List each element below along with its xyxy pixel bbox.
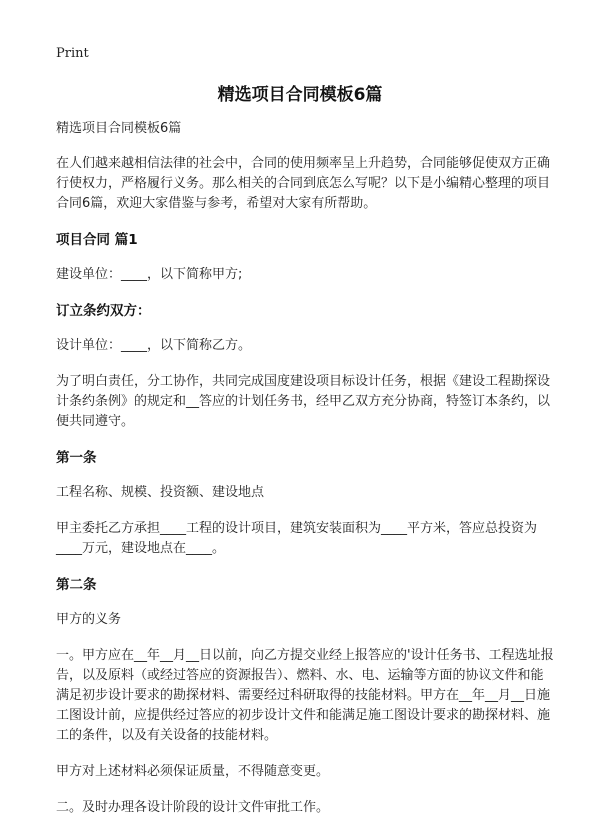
intro-paragraph: 在人们越来越相信法律的社会中，合同的使用频率呈上升趋势，合同能够促使双方正确行使权力，严格履行义务。那么相关的合同到底怎么写呢？以下是小编精心整理的项目合同6篇，欢迎大家借鉴与参考，希望对大家有所帮助。: [56, 156, 551, 211]
party-b-line: 设计单位：____，以下简称乙方。: [56, 338, 252, 353]
print-label[interactable]: Print: [56, 46, 89, 61]
document-title: 精选项目合同模板6篇: [217, 85, 383, 105]
party-a-line: 建设单位：____，以下简称甲方;: [56, 267, 243, 282]
materials-note: 甲方对上述材料必须保证质量，不得随意变更。: [56, 764, 330, 779]
section1-heading: 项目合同 篇1: [56, 232, 138, 248]
purpose-paragraph: 为了明白责任，分工协作，共同完成国度建设项目标设计任务，根据《建设工程勘探设计条约条例》的规定和__答应的计划任务书，经甲乙双方充分协商，特签订本条约，以便共同遵守。: [56, 374, 551, 429]
article2-title: 甲方的义务: [56, 612, 122, 627]
article2-heading: 第二条: [56, 577, 97, 593]
parties-heading: 订立条约双方：: [56, 303, 151, 319]
obligation2-paragraph: 二。及时办理各设计阶段的设计文件审批工作。: [56, 800, 330, 815]
article1-title: 工程名称、规模、投资额、建设地点: [56, 485, 265, 500]
article1-body: 甲主委托乙方承担____工程的设计项目，建筑安装面积为____平方米，答应总投资为____万元，建设地点在____。: [56, 521, 538, 556]
obligation1-paragraph: 一。甲方应在__年__月__日以前，向乙方提交业经上报答应的'设计任务书、工程选址报告，以及原料（或经过答应的资源报告）、燃料、水、电、运输等方面的协议文件和能满足初步设计要求的勘探材料、需要经过科研取得的技能材料。甲方在__年__月__日施工图设计前，应提供经过答应的初步设计文件和能满足施工图设计要求的勘探材料、施工的条件，以及有关设备的技能材料。: [56, 648, 554, 743]
document-subtitle: 精选项目合同模板6篇: [56, 121, 182, 136]
article1-heading: 第一条: [56, 450, 97, 466]
document-body: [56, 119, 554, 834]
